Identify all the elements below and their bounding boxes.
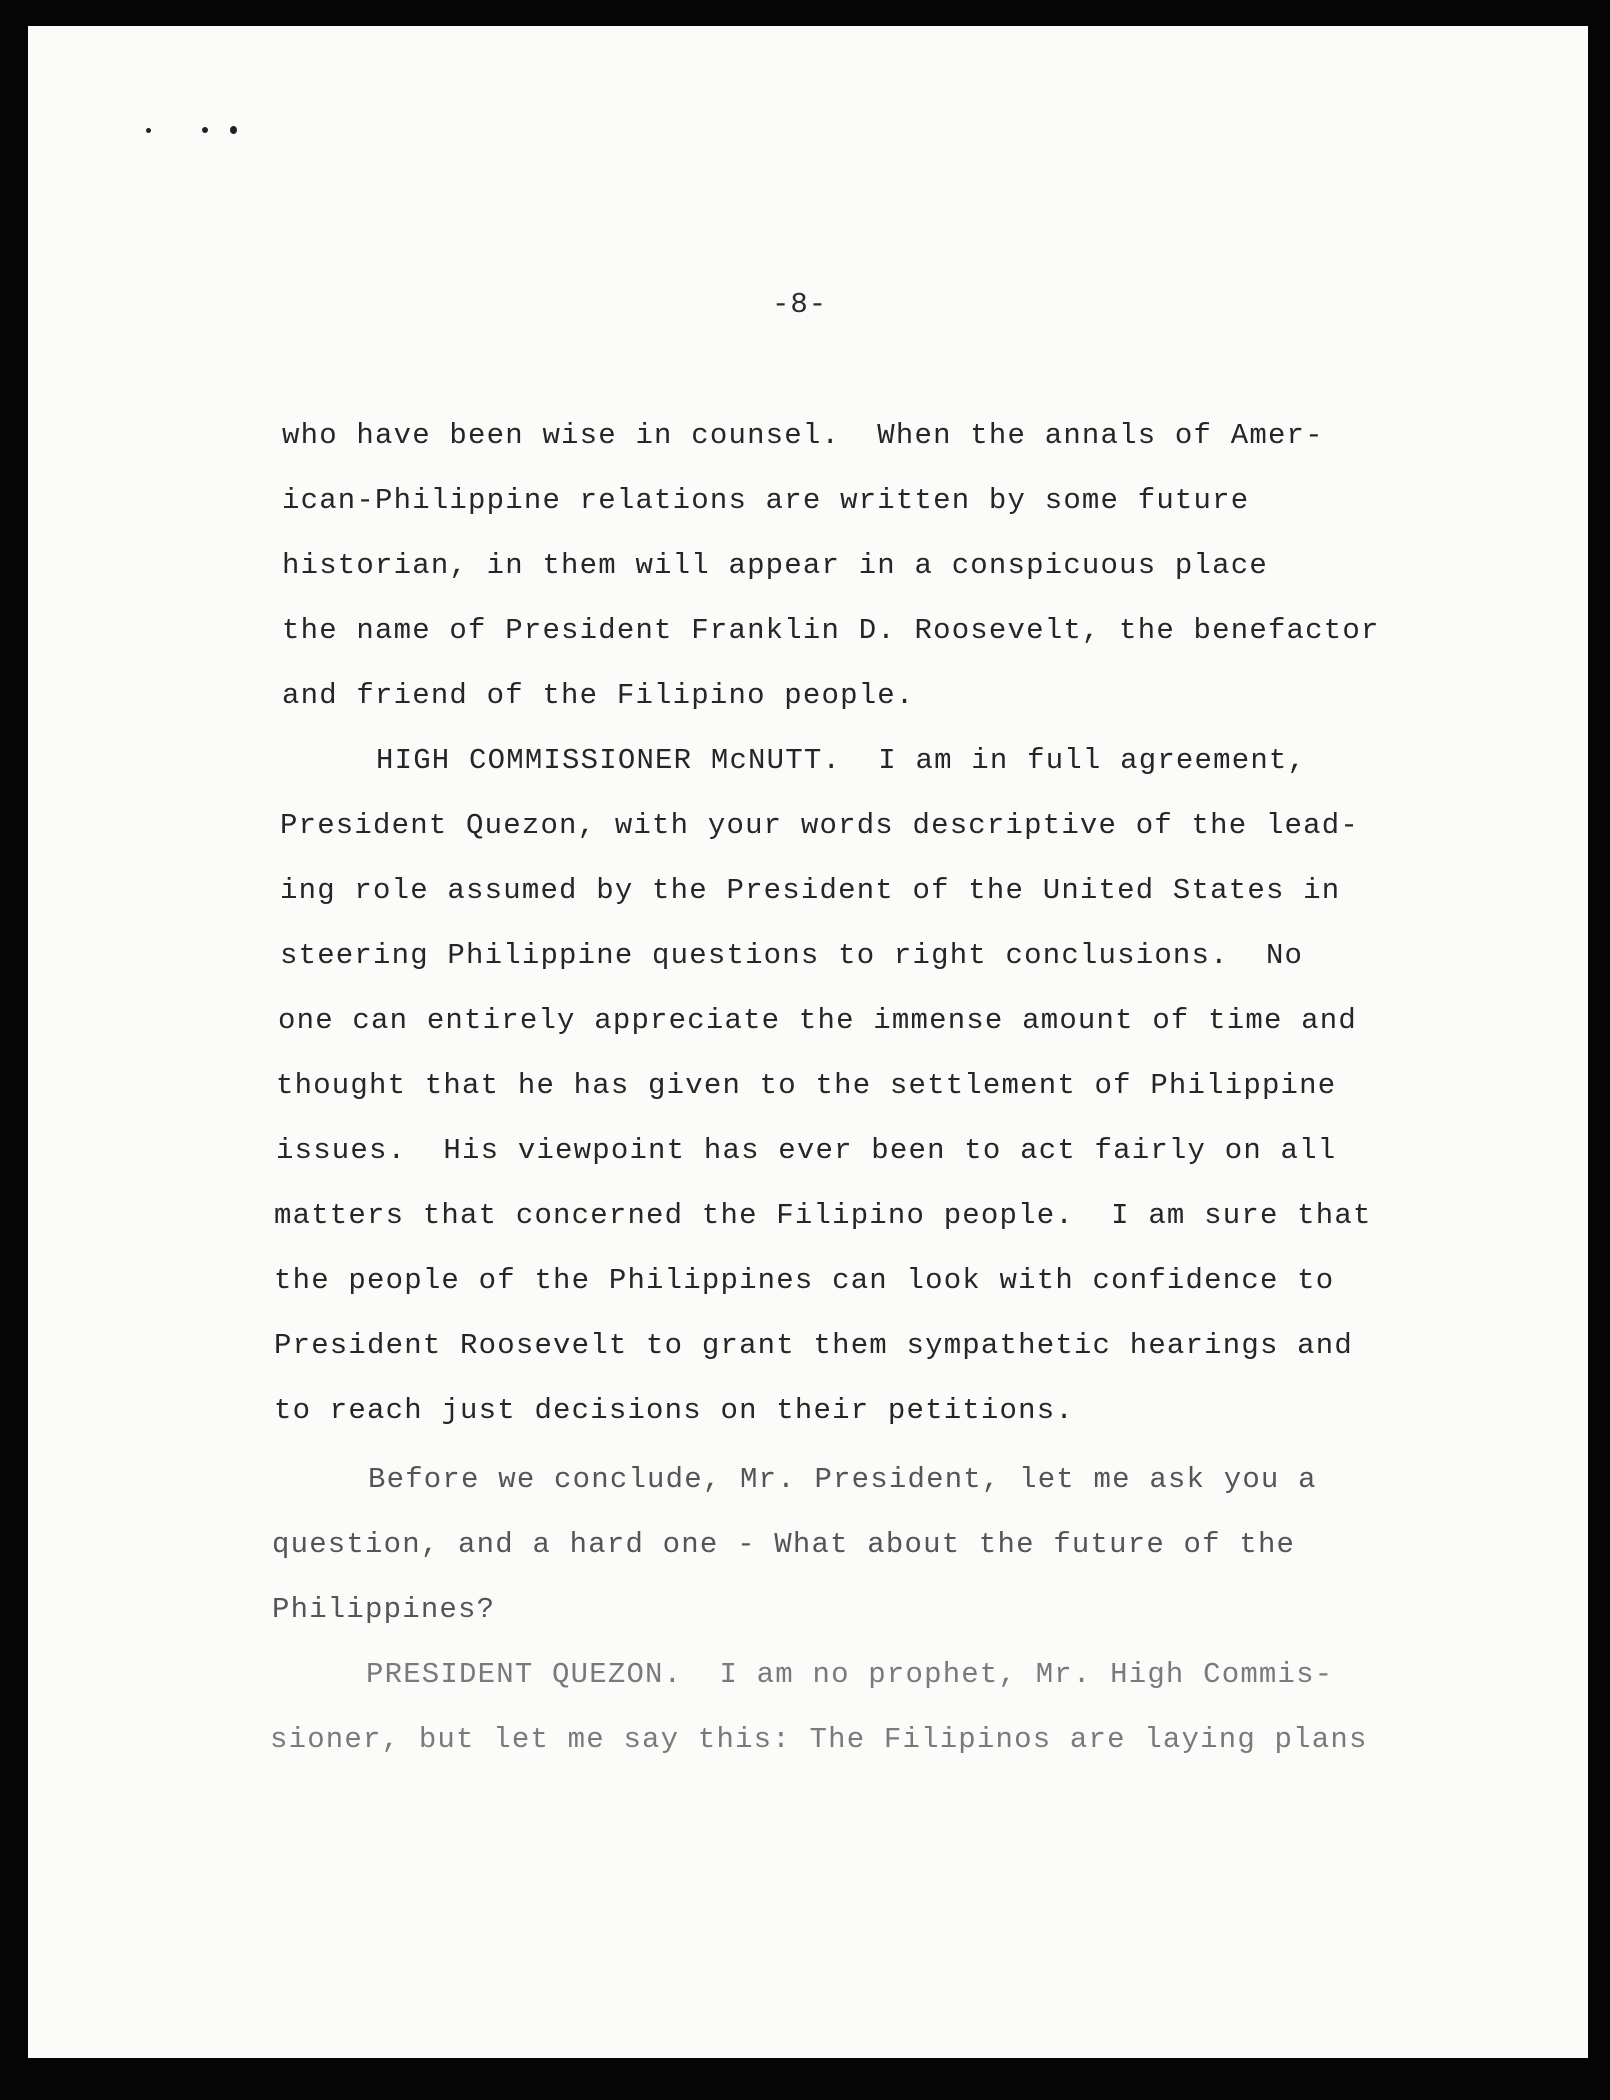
body-line: Before we conclude, Mr. President, let me ask you a (368, 1463, 1317, 1496)
body-line: historian, in them will appear in a conspicuous place (282, 549, 1268, 582)
body-line: President Roosevelt to grant them sympathetic hearings and (274, 1329, 1353, 1362)
body-line: ican-Philippine relations are written by some future (282, 484, 1250, 517)
body-line: Philippines? (272, 1593, 496, 1626)
speck (230, 126, 237, 134)
scan-specks (146, 124, 246, 136)
body-line: steering Philippine questions to right conclusions. No (280, 939, 1304, 972)
body-line: ing role assumed by the President of the United States in (280, 874, 1341, 907)
body-line: thought that he has given to the settlement of Philippine (276, 1069, 1337, 1102)
body-line: and friend of the Filipino people. (282, 679, 915, 712)
speck (202, 127, 208, 133)
body-line: one can entirely appreciate the immense amount of time and (278, 1004, 1357, 1037)
body-line: President Quezon, with your words descriptive of the lead- (280, 809, 1359, 842)
speck (146, 128, 151, 133)
body-line: matters that concerned the Filipino people. I am sure that (274, 1199, 1372, 1232)
page-number: -8- (772, 288, 828, 321)
body-line: question, and a hard one - What about the future of the (272, 1528, 1296, 1561)
body-line: sioner, but let me say this: The Filipinos are laying plans (270, 1723, 1368, 1756)
body-line: who have been wise in counsel. When the annals of Amer- (282, 419, 1324, 452)
body-line: to reach just decisions on their petitions. (274, 1394, 1074, 1427)
body-line: PRESIDENT QUEZON. I am no prophet, Mr. High Commis- (366, 1658, 1334, 1691)
body-line: the name of President Franklin D. Roosevelt, the benefactor (282, 614, 1380, 647)
body-line: issues. His viewpoint has ever been to act fairly on all (276, 1134, 1337, 1167)
body-line: HIGH COMMISSIONER McNUTT. I am in full agreement, (376, 744, 1307, 777)
body-line: the people of the Philippines can look with confidence to (274, 1264, 1335, 1297)
